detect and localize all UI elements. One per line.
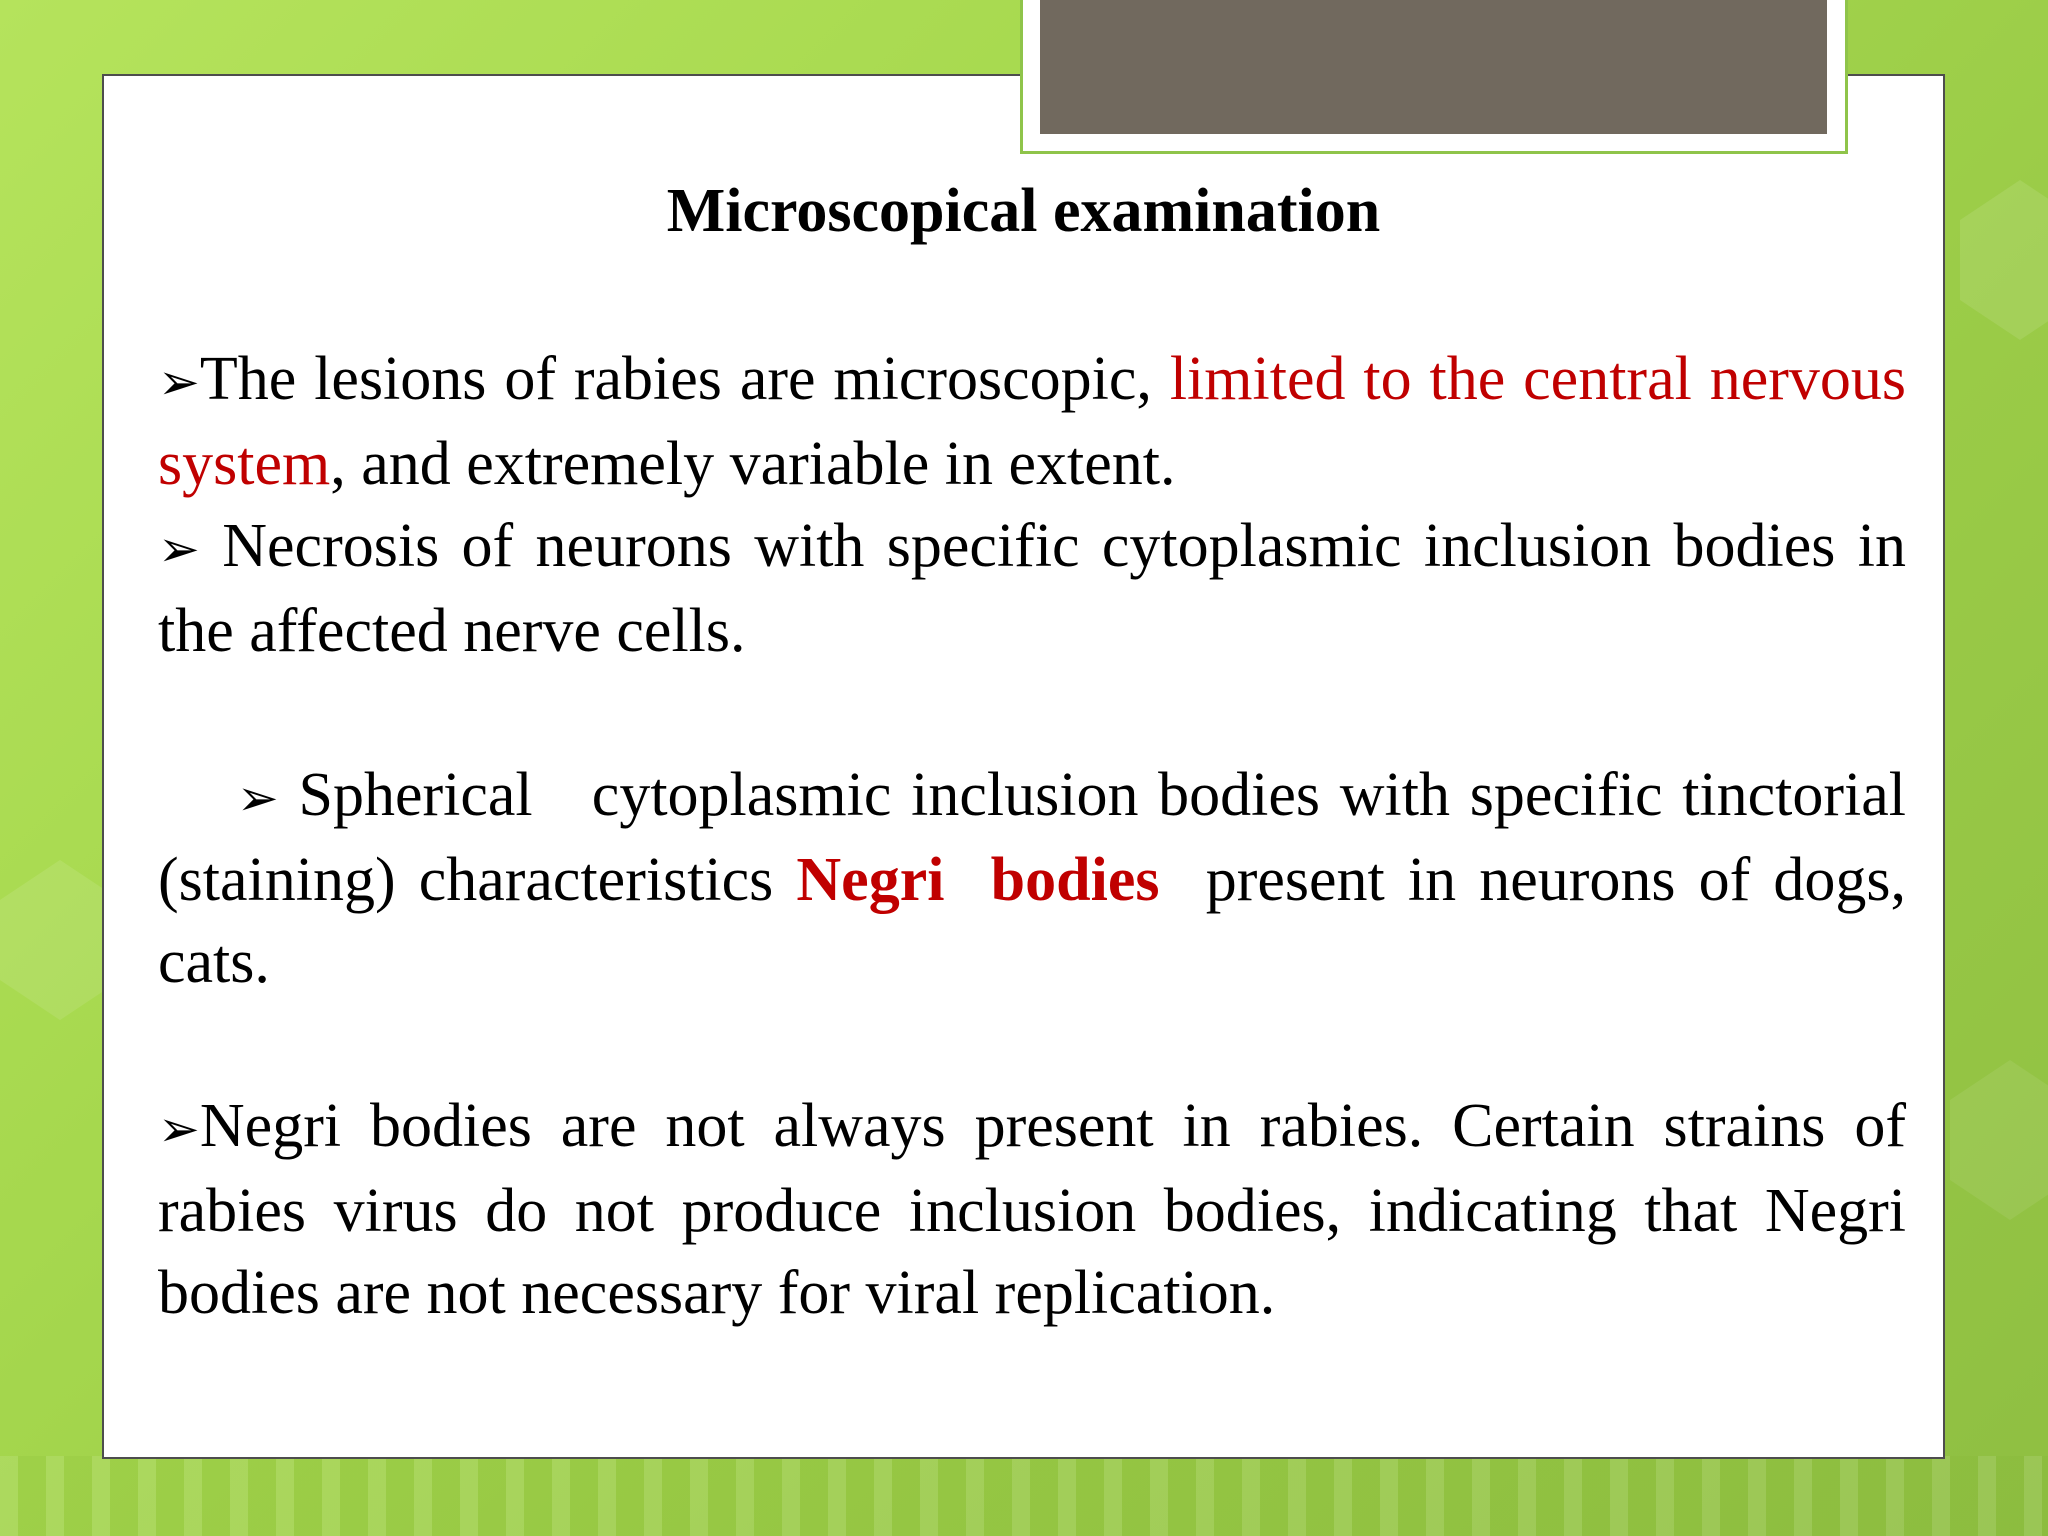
bullet-item [158, 672, 1938, 1085]
bullet-text: Negri bodies are not always present in rabies. Certain strains of rabies virus do not produce inclusion bodies, indicating that Negri bodies are not necessary for viral replication. [158, 1092, 1906, 1327]
bullet-text: present in neurons of dogs, cats. [158, 846, 1922, 996]
bullet-item [158, 338, 1906, 505]
highlight-text: Negri bodies [796, 846, 1160, 914]
arrow-bullet-icon: ➢ [158, 353, 200, 411]
bullet-item [158, 1085, 1906, 1334]
slide-heading: Microscopical examination [666, 177, 1381, 245]
background-stripe-decoration [0, 1456, 2048, 1536]
bullet-item [158, 505, 1906, 672]
bullet-text: Necrosis of neurons with specific cytoplasmic inclusion bodies in the affected nerve cells. [158, 512, 1906, 665]
title-tab-block [1040, 0, 1827, 134]
bullet-text: The lesions of rabies are microscopic, [199, 345, 1170, 413]
bullet-list [158, 338, 1938, 1334]
bullet-text: Spherical cytoplasmic inclusion bodies with specific tinctorial (staining) characteristics [158, 761, 1938, 914]
bullet-text: , and extremely variable in extent. [330, 430, 1176, 498]
arrow-bullet-icon: ➢ [158, 520, 200, 578]
highlight-text: limited to the central nervous system [158, 345, 1907, 498]
arrow-bullet-icon: ➢ [236, 769, 279, 827]
arrow-bullet-icon: ➢ [158, 1100, 200, 1158]
